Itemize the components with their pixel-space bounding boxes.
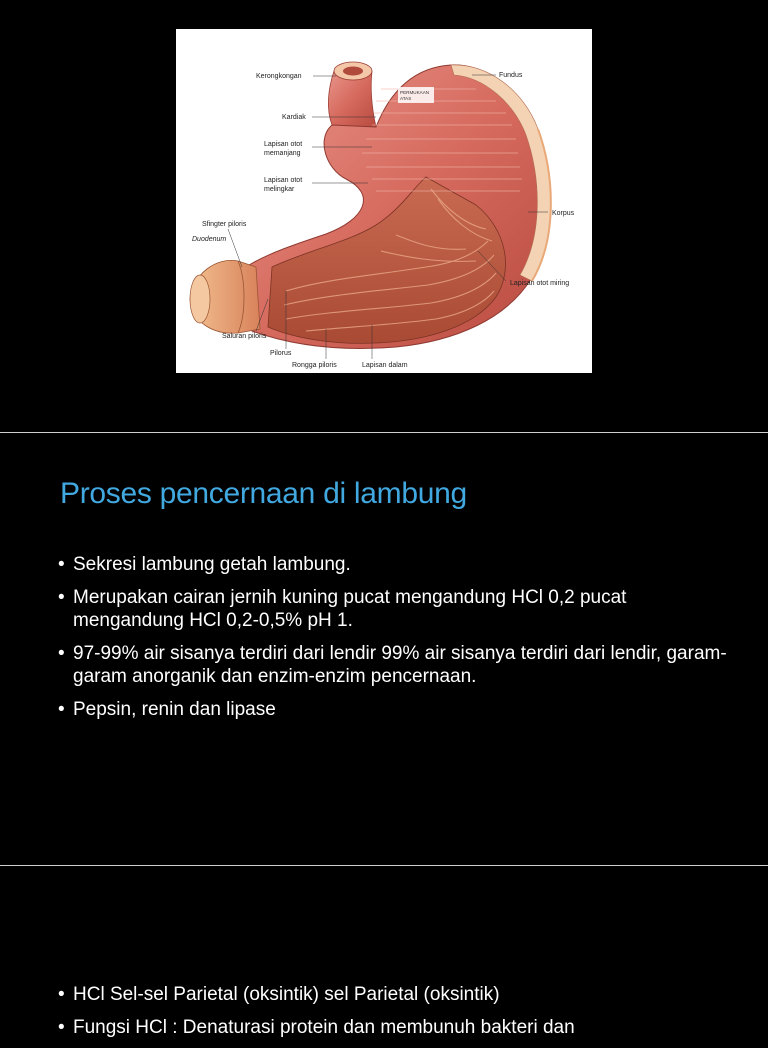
bullet-item: • Fungsi HCl : Denaturasi protein dan membunuh bakteri dan xyxy=(58,1016,738,1040)
slide-hcl xyxy=(0,866,768,1038)
bullet-item: • HCl Sel-sel Parietal (oksintik) sel Parietal (oksintik) xyxy=(58,983,738,1007)
label-lapisan-otot-miring: Lapisan otot miring xyxy=(510,280,570,287)
label-permukaan-atas-2: ATAS xyxy=(400,96,412,101)
bullet-item: • Pepsin, renin dan lipase xyxy=(58,698,738,722)
label-sfingter-piloris: Sfingter piloris xyxy=(202,221,247,228)
label-korpus: Korpus xyxy=(552,210,575,217)
label-lapisan-memanjang-1: Lapisan otot xyxy=(264,141,303,148)
slide-title: Proses pencernaan di lambung xyxy=(60,477,467,510)
label-lapisan-dalam: Lapisan dalam xyxy=(362,362,408,369)
label-lapisan-memanjang-2: memanjang xyxy=(264,150,301,157)
bullet-item: • Merupakan cairan jernih kuning pucat mengandung HCl 0,2 pucat mengandung HCl 0,2-0,5% pH 1. xyxy=(58,586,738,633)
label-permukaan-atas-1: PERMUKAAN xyxy=(400,90,430,95)
bullet-item: • 97-99% air sisanya terdiri dari lendir 99% air sisanya terdiri dari lendir, garam-garam anorganik dan enzim-enzim pencernaan. xyxy=(58,642,738,689)
label-lapisan-melingkar-1: Lapisan otot xyxy=(264,177,303,184)
stomach-anatomy-illustration xyxy=(176,29,592,373)
slide-proses-pencernaan xyxy=(0,433,768,865)
label-lapisan-melingkar-2: melingkar xyxy=(264,186,295,193)
label-fundus: Fundus xyxy=(499,72,523,79)
label-pilorus: Pilorus xyxy=(270,350,292,357)
bullet-list xyxy=(58,983,738,1048)
stomach-diagram-svg xyxy=(176,29,592,373)
label-kardiak: Kardiak xyxy=(282,114,306,121)
label-duodenum: Duodenum xyxy=(192,236,227,243)
bullet-list xyxy=(58,553,738,730)
label-saluran-piloris: Saluran piloris xyxy=(222,333,267,340)
bullet-item: • Sekresi lambung getah lambung. xyxy=(58,553,738,577)
slide-stomach-anatomy xyxy=(0,0,768,432)
label-kerongkongan: Kerongkongan xyxy=(256,73,302,80)
label-rongga-piloris: Rongga piloris xyxy=(292,362,337,369)
